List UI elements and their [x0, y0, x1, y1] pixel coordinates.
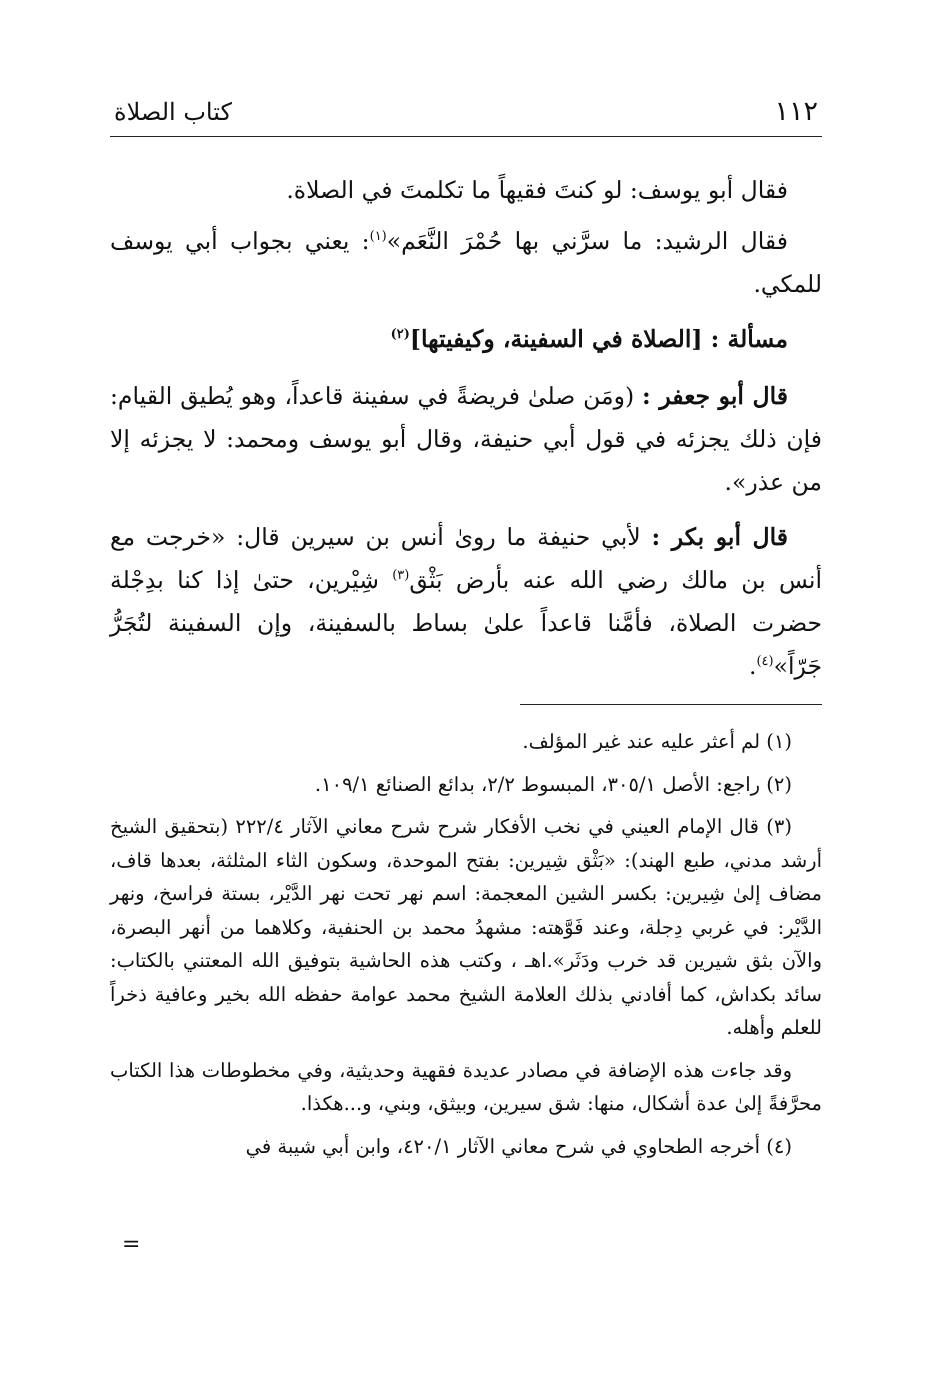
speaker-label: قال أبو بكر : — [651, 523, 788, 551]
paragraph-al-rashid — [110, 220, 822, 306]
paragraph-text: لأبي حنيفة ما روىٰ أنس بن سيرين قال: «خرجت مع أنس بن مالك رضي الله عنه بأرض بَثْق — [110, 523, 822, 594]
main-text — [110, 169, 822, 688]
paragraph-abu-bakr — [110, 516, 822, 688]
footnote-2: (٢) راجع: الأصل ٣٠٥/١، المبسوط ٢/٢، بدائع الصنائع ١٠٩/١. — [314, 772, 792, 796]
footnote-ref-2: (٢) — [390, 327, 410, 343]
continuation-mark: = — [122, 1232, 141, 1257]
footnote-ref-3: (٣) — [392, 568, 410, 584]
speaker-label: قال أبو جعفر : — [642, 382, 788, 410]
paragraph-abu-jafar — [110, 375, 822, 504]
section-heading — [110, 318, 822, 361]
paragraph-end: . — [748, 652, 757, 680]
paragraph-abu-yusuf — [110, 169, 822, 212]
footnote-ref-4: (٤) — [756, 654, 774, 670]
footnote-ref-1: (١) — [369, 229, 387, 245]
footnotes — [110, 725, 822, 1163]
book-page — [110, 92, 822, 1172]
section-title: مسألة : [الصلاة في السفينة، وكيفيتها] — [409, 325, 788, 353]
paragraph-text-continued: شِيْرين، حتىٰ إذا كنا بدِجْلة حضرت الصلاة، فأمَّنا قاعداً علىٰ بساط بالسفينة، وإن السفينة لتُجَرُّ جَرّاً» — [110, 566, 822, 680]
running-title: كتاب الصلاة — [114, 98, 232, 126]
footnote-3-continuation: وقد جاءت هذه الإضافة في مصادر عديدة فقهية وحديثية، وفي مخطوطات هذا الكتاب محرَّفةً إلىٰ عدة أشكال، منها: شق سيرين، وبيثق، وبني، و...هكذا. — [110, 1058, 822, 1115]
footnote-3: (٣) قال الإمام العيني في نخب الأفكار شرح شرح معاني الآثار ٢٢٢/٤ (بتحقيق الشيخ أرشد مدني، طبع الهند): «بَثْق شِيرين: بفتح الموحدة، وسكون الثاء المثلثة، بعدها قاف، مضاف إلىٰ شِيرين: بكسر الشين المعجمة: اسم نهر تحت نهر الدَّيْر، بستة فراسخ، ونهر الدَّيْر: في غربي دِجلة، وعند فَوَّهته: مشهدُ محمد بن الحنفية، وكلاهما من أنهر البصرة، والآن بثق شيرين قد خرب ودَثَر».اهـ ، وكتب هذه الحاشية بتوفيق الله المعتني بالكتاب: سائد بكداش، كما أفادني بذلك العلامة الشيخ محمد عوامة حفظه الله بخير وعافية ذخراً للعلم وأهله. — [110, 815, 822, 1039]
page-header — [110, 92, 822, 137]
page-number: ١١٢ — [774, 96, 818, 127]
paragraph-text: فقال أبو يوسف: لو كنتَ فقيهاً ما تكلمتَ في الصلاة. — [286, 176, 788, 204]
footnote-divider — [520, 704, 822, 705]
paragraph-text: فقال الرشيد: ما سرَّني بها حُمْرَ النَّعَم» — [386, 227, 788, 255]
footnote-4: (٤) أخرجه الطحاوي في شرح معاني الآثار ٤٢٠/١، وابن أبي شيبة في — [245, 1134, 792, 1158]
paragraph-text: (ومَن صلىٰ فريضةً في سفينة قاعداً، وهو يُطيق القيام: فإن ذلك يجزئه في قول أبي حنيفة، وقال أبو يوسف ومحمد: لا يجزئه إلا من عذر». — [110, 382, 822, 496]
footnote-1: (١) لم أعثر عليه عند غير المؤلف. — [522, 730, 792, 753]
paragraph-text-tail: : يعني بجواب أبي يوسف للمكي. — [110, 227, 822, 298]
